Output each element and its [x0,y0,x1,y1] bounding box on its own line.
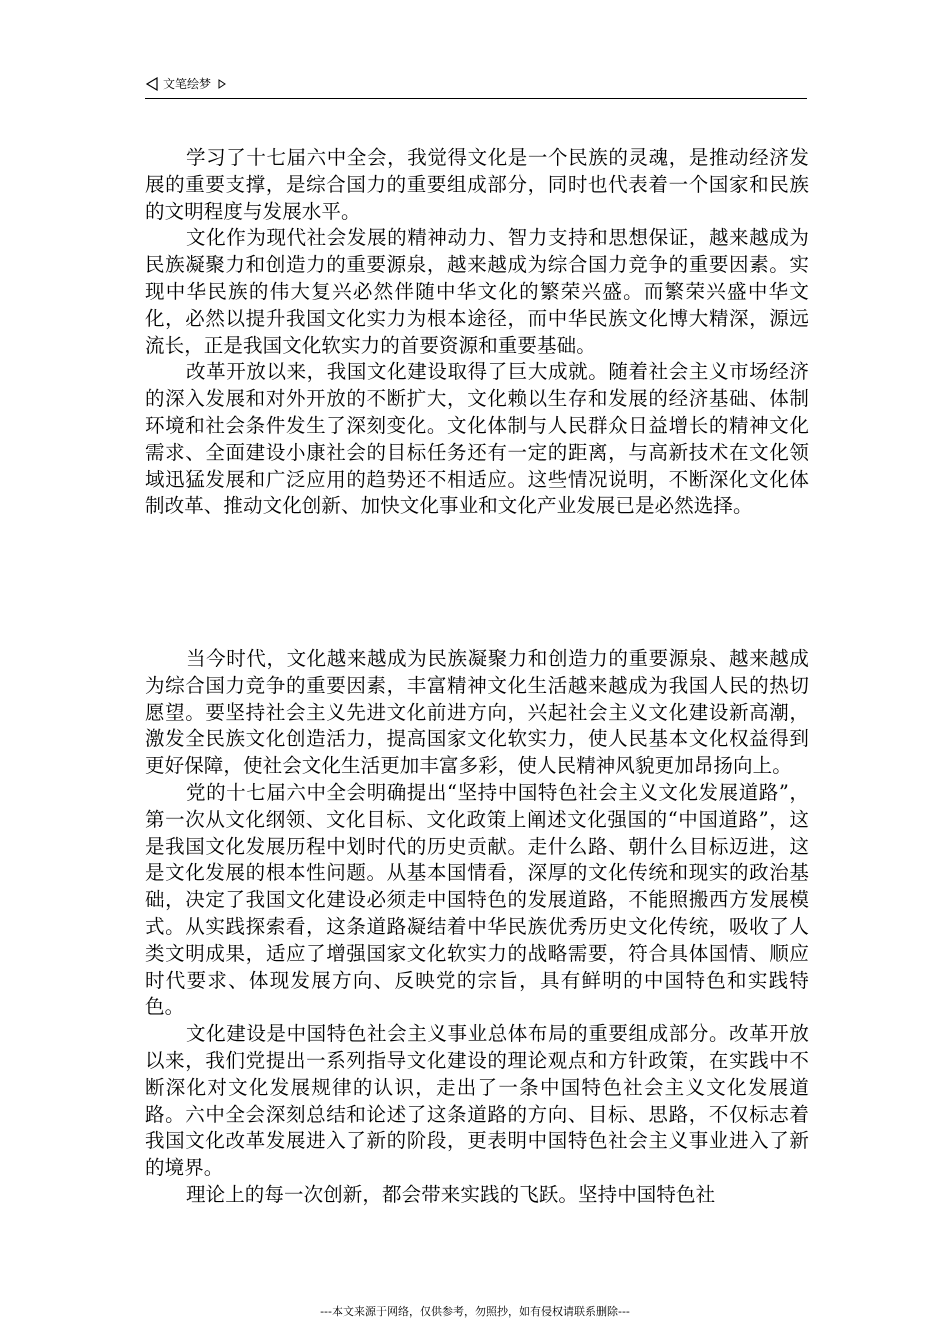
paragraph: 当今时代，文化越来越成为民族凝聚力和创造力的重要源泉、越来越成为综合国力竞争的重要因素，丰富精神文化生活越来越成为我国人民的热切愿望。要坚持社会主义先进文化前进方向，兴起社会主义文化建设新高潮，激发全民族文化创造活力，提高国家文化软实力，使人民基本文化权益得到更好保障，使社会文化生活更加丰富多彩，使人民精神风貌更加昂扬向上。 [145,647,809,778]
page-header [145,74,807,99]
header-inner [145,74,807,94]
page-footer: ---本文来源于网络，仅供参考，勿照抄，如有侵权请联系删除--- [320,1305,630,1318]
paragraph: 改革开放以来，我国文化建设取得了巨大成就。随着社会主义市场经济的深入发展和对外开放的不断扩大，文化赖以生存和发展的经济基础、体制环境和社会条件发生了深刻变化。文化体制与人民群众日益增长的精神文化需求、全面建设小康社会的目标任务还有一定的距离，与高新技术在文化领域迅猛发展和广泛应用的趋势还不相适应。这些情况说明，不断深化文化体制改革、推动文化创新、加快文化事业和文化产业发展已是必然选择。 [145,360,809,518]
body-text-block-1 [145,145,809,520]
body-text-block-2 [145,646,809,1209]
header-title: 文笔绘梦 [163,77,212,91]
triangle-left-outline-icon [145,76,159,92]
paragraph: 党的十七届六中全会明确提出“坚持中国特色社会主义文化发展道路”，第一次从文化纲领、文化目标、文化政策上阐述文化强国的“中国道路”，这是我国文化发展历程中划时代的历史贡献。走什么路、朝什么目标迈进，这是文化发展的根本性问题。从基本国情看，深厚的文化传统和现实的政治基础，决定了我国文化建设必须走中国特色的发展道路，不能照搬西方发展模式。从实践探索看，这条道路凝结着中华民族优秀历史文化传统，吸收了人类文明成果，适应了增强国家文化软实力的战略需要，符合具体国情、顺应时代要求、体现发展方向、反映党的宗旨，具有鲜明的中国特色和实践特色。 [145,780,809,1019]
paragraph: 文化作为现代社会发展的精神动力、智力支持和思想保证，越来越成为民族凝聚力和创造力的重要源泉，越来越成为综合国力竞争的重要因素。实现中华民族的伟大复兴必然伴随中华文化的繁荣兴盛。而繁荣兴盛中华文化，必然以提升我国文化实力为根本途径，而中华民族文化博大精深，源远流长，正是我国文化软实力的首要资源和重要基础。 [145,226,809,357]
paragraph: 文化建设是中国特色社会主义事业总体布局的重要组成部分。改革开放以来，我们党提出一系列指导文化建设的理论观点和方针政策，在实践中不断深化对文化发展规律的认识，走出了一条中国特色社会主义文化发展道路。六中全会深刻总结和论述了这条道路的方向、目标、思路，不仅标志着我国文化改革发展进入了新的阶段，更表明中国特色社会主义事业进入了新的境界。 [145,1022,809,1180]
paragraph: 理论上的每一次创新，都会带来实践的飞跃。坚持中国特色社 [186,1182,716,1206]
paragraph: 学习了十七届六中全会，我觉得文化是一个民族的灵魂，是推动经济发展的重要支撑，是综合国力的重要组成部分，同时也代表着一个国家和民族的文明程度与发展水平。 [145,146,809,223]
triangle-right-outline-icon [217,78,227,90]
